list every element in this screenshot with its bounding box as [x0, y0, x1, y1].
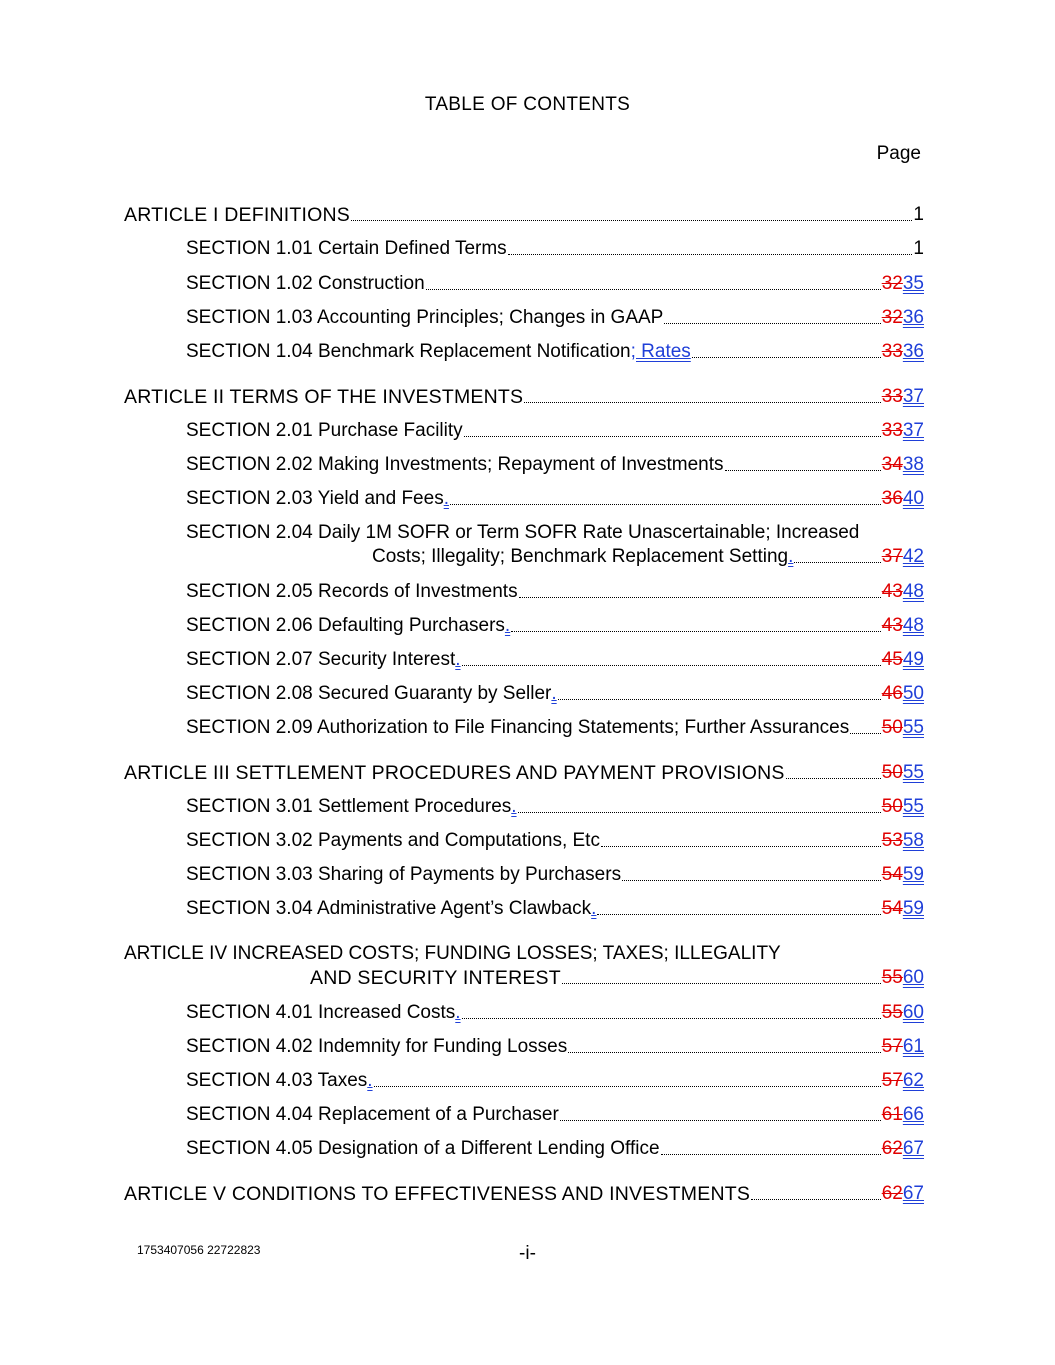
toc-entry-label: SECTION 1.01 Certain Defined Terms	[186, 238, 507, 259]
toc-page-ref	[882, 385, 924, 409]
inserted-page-number: 67	[902, 1138, 924, 1159]
dot-leader	[426, 289, 881, 290]
toc-entry-label: SECTION 2.07 Security Interest	[186, 649, 456, 670]
inserted-text: ; Rates	[630, 341, 691, 362]
deleted-page-number: 50	[881, 717, 903, 738]
deleted-page-number: 57	[881, 1070, 903, 1091]
toc-section-entry[interactable]	[186, 453, 924, 477]
inserted-page-number: 50	[902, 683, 924, 704]
toc-entry-label: SECTION 3.02 Payments and Computations, Etc	[186, 830, 600, 851]
inserted-page-number: 59	[902, 898, 924, 919]
deleted-page-number: 55	[881, 1002, 903, 1023]
dot-leader	[518, 812, 881, 813]
dot-leader	[786, 778, 881, 779]
page-number: -i-	[519, 1243, 536, 1264]
inserted-text: .	[367, 1070, 373, 1091]
toc-page-ref	[882, 829, 924, 853]
deleted-page-number: 53	[881, 830, 903, 851]
toc-entry-label: SECTION 3.04 Administrative Agent’s Clawback	[186, 898, 592, 919]
deleted-page-number: 33	[881, 420, 903, 441]
toc-section-entry[interactable]	[186, 237, 924, 261]
deleted-page-number: 54	[881, 898, 903, 919]
dot-leader	[751, 1199, 881, 1200]
dot-leader	[560, 1120, 881, 1121]
toc-section-entry[interactable]	[186, 272, 924, 296]
dot-leader	[661, 1154, 881, 1155]
toc-page-ref	[882, 761, 924, 785]
toc-page-ref	[882, 453, 924, 477]
toc-page-ref	[882, 1001, 924, 1025]
toc-section-entry[interactable]	[186, 521, 924, 569]
toc-entry-label: SECTION 2.06 Defaulting Purchasers	[186, 615, 505, 636]
inserted-text: .	[504, 615, 511, 636]
toc-page-ref	[882, 419, 924, 443]
deleted-page-number: 33	[881, 386, 903, 407]
inserted-page-number: 58	[902, 830, 924, 851]
inserted-page-number: 66	[902, 1104, 924, 1125]
inserted-page-number: 62	[902, 1070, 924, 1091]
deleted-page-number: 62	[881, 1138, 903, 1159]
deleted-page-number: 34	[881, 454, 903, 475]
dot-leader	[568, 1052, 880, 1053]
toc-page-ref	[882, 614, 924, 638]
inserted-page-number: 55	[902, 796, 924, 817]
toc-section-entry[interactable]	[186, 863, 924, 887]
deleted-page-number: 32	[881, 307, 903, 328]
toc-article-entry[interactable]	[124, 1182, 924, 1206]
dot-leader	[622, 880, 881, 881]
toc-page-ref	[882, 863, 924, 887]
deleted-page-number: 45	[881, 649, 903, 670]
toc-section-entry[interactable]	[186, 795, 924, 819]
toc-entry-label: SECTION 2.08 Secured Guaranty by Seller	[186, 683, 552, 704]
dot-leader	[374, 1086, 881, 1087]
inserted-page-number: 42	[902, 546, 924, 567]
inserted-text: .	[455, 649, 461, 670]
toc-entry-label-line1: SECTION 2.04 Daily 1M SOFR or Term SOFR Rate Unascertainable; Increased	[186, 522, 860, 543]
document-id: 1753407056 22722823	[137, 1243, 261, 1257]
toc-page-ref	[882, 1103, 924, 1127]
toc-entry-label: SECTION 4.02 Indemnity for Funding Losses	[186, 1036, 568, 1057]
toc-page-ref	[882, 272, 924, 296]
toc-entry-label: SECTION 3.03 Sharing of Payments by Purchasers	[186, 864, 622, 885]
toc-page-ref	[882, 487, 924, 511]
inserted-page-number: 38	[902, 454, 924, 475]
toc-section-entry[interactable]	[186, 1069, 924, 1093]
deleted-page-number: 36	[881, 488, 903, 509]
inserted-page-number: 37	[902, 420, 924, 441]
toc-page-ref	[882, 648, 924, 672]
toc-entry-label: ARTICLE III SETTLEMENT PROCEDURES AND PAYMENT PROVISIONS	[124, 762, 785, 784]
toc-entry-label: ARTICLE V CONDITIONS TO EFFECTIVENESS AND INVESTMENTS	[124, 1183, 751, 1205]
inserted-page-number: 36	[902, 307, 924, 328]
page-number-ref: 1	[913, 204, 924, 225]
deleted-page-number: 50	[881, 762, 903, 783]
toc-section-entry[interactable]	[186, 897, 924, 921]
toc-section-entry[interactable]	[186, 1137, 924, 1161]
toc-page-ref	[913, 203, 924, 227]
toc-entry-label: SECTION 4.01 Increased Costs	[186, 1002, 456, 1023]
inserted-page-number: 48	[902, 615, 924, 636]
toc-entry-label: AND SECURITY INTEREST	[310, 967, 561, 989]
deleted-page-number: 33	[881, 341, 903, 362]
inserted-page-number: 55	[902, 717, 924, 738]
toc-section-entry[interactable]	[186, 419, 924, 443]
toc-entry-label: SECTION 1.03 Accounting Principles; Changes in GAAP	[186, 307, 664, 328]
dot-leader	[351, 220, 912, 221]
toc-entry-label: SECTION 2.05 Records of Investments	[186, 581, 518, 602]
toc-section-entry[interactable]	[186, 716, 924, 740]
toc-article-entry[interactable]	[124, 385, 924, 409]
inserted-page-number: 55	[902, 762, 924, 783]
dot-leader	[519, 597, 881, 598]
dot-leader	[725, 470, 881, 471]
toc-page-ref	[882, 1182, 924, 1206]
toc-page-ref	[882, 716, 924, 740]
deleted-page-number: 37	[881, 546, 903, 567]
toc-entry-label: SECTION 4.04 Replacement of a Purchaser	[186, 1104, 559, 1125]
deleted-page-number: 54	[881, 864, 903, 885]
toc-page-ref	[882, 340, 924, 364]
toc-page-ref	[882, 795, 924, 819]
toc-title: TABLE OF CONTENTS	[424, 94, 631, 115]
toc-page-ref	[882, 966, 924, 990]
deleted-page-number: 46	[881, 683, 903, 704]
deleted-page-number: 43	[881, 581, 903, 602]
deleted-page-number: 61	[881, 1104, 903, 1125]
inserted-page-number: 48	[902, 581, 924, 602]
inserted-page-number: 59	[902, 864, 924, 885]
toc-entry-label: SECTION 3.01 Settlement Procedures	[186, 796, 512, 817]
toc-entry-label: Costs; Illegality; Benchmark Replacement Setting	[372, 546, 789, 567]
toc-section-entry[interactable]	[186, 306, 924, 330]
toc-article-entry[interactable]	[124, 761, 924, 785]
inserted-page-number: 35	[902, 273, 924, 294]
deleted-page-number: 32	[881, 273, 903, 294]
deleted-page-number: 62	[881, 1183, 903, 1204]
dot-leader	[524, 402, 880, 403]
toc-entry-label: SECTION 2.01 Purchase Facility	[186, 420, 463, 441]
dot-leader	[462, 665, 881, 666]
toc-page-ref	[882, 1069, 924, 1093]
toc-entry-label: SECTION 4.03 Taxes	[186, 1070, 368, 1091]
inserted-text: .	[551, 683, 557, 704]
inserted-page-number: 49	[902, 649, 924, 670]
toc-page-ref	[882, 580, 924, 604]
toc-page-ref	[882, 1137, 924, 1161]
toc-entry-label: SECTION 1.02 Construction	[186, 273, 425, 294]
dot-leader	[692, 357, 881, 358]
toc-entry-label: ARTICLE I DEFINITIONS	[124, 204, 350, 226]
toc-entry-label: SECTION 2.09 Authorization to File Financing Statements; Further Assurances	[186, 717, 850, 738]
toc-entry-label: SECTION 2.02 Making Investments; Repayment of Investments	[186, 454, 724, 475]
deleted-page-number: 50	[881, 796, 903, 817]
toc-section-entry[interactable]	[186, 614, 924, 638]
toc-article-entry[interactable]	[124, 203, 924, 227]
deleted-page-number: 57	[881, 1036, 903, 1057]
toc-section-entry[interactable]	[186, 829, 924, 853]
page-number-ref: 1	[913, 238, 924, 259]
toc-section-entry[interactable]	[186, 1001, 924, 1025]
inserted-text: .	[591, 898, 597, 919]
toc-section-entry[interactable]	[186, 487, 924, 511]
deleted-page-number: 55	[881, 967, 903, 988]
inserted-text: .	[455, 1002, 461, 1023]
inserted-text: .	[511, 796, 517, 817]
dot-leader	[558, 699, 881, 700]
inserted-text: .	[443, 488, 449, 509]
dot-leader	[601, 846, 881, 847]
toc-section-entry[interactable]	[186, 648, 924, 672]
dot-leader	[450, 504, 881, 505]
dot-leader	[511, 631, 881, 632]
toc-page-ref	[913, 237, 924, 261]
dot-leader	[508, 254, 913, 255]
dot-leader	[597, 914, 880, 915]
toc-section-entry[interactable]	[186, 340, 924, 364]
inserted-page-number: 37	[902, 386, 924, 407]
toc-entry-label: SECTION 2.03 Yield and Fees	[186, 488, 444, 509]
toc-page-ref	[882, 682, 924, 706]
toc-page-ref	[882, 1035, 924, 1059]
inserted-page-number: 67	[902, 1183, 924, 1204]
toc-page-ref	[882, 306, 924, 330]
dot-leader	[850, 733, 881, 734]
inserted-page-number: 36	[902, 341, 924, 362]
toc-page-ref	[882, 897, 924, 921]
toc-entry-label: SECTION 4.05 Designation of a Different Lending Office	[186, 1138, 660, 1159]
toc-section-entry[interactable]	[186, 682, 924, 706]
dot-leader	[462, 1018, 881, 1019]
inserted-page-number: 61	[902, 1036, 924, 1057]
dot-leader	[794, 562, 880, 563]
dot-leader	[664, 323, 880, 324]
inserted-text: .	[788, 546, 794, 567]
deleted-page-number: 43	[881, 615, 903, 636]
toc-entry-label-line1: ARTICLE IV INCREASED COSTS; FUNDING LOSSES; TAXES; ILLEGALITY	[124, 943, 781, 964]
toc-page-ref	[882, 545, 924, 569]
inserted-page-number: 60	[902, 967, 924, 988]
toc-article-entry[interactable]	[124, 942, 924, 990]
dot-leader	[562, 983, 881, 984]
inserted-page-number: 60	[902, 1002, 924, 1023]
toc-entry-label: ARTICLE II TERMS OF THE INVESTMENTS	[124, 386, 524, 408]
toc-entry-label: SECTION 1.04 Benchmark Replacement Notification	[186, 341, 631, 362]
dot-leader	[464, 436, 881, 437]
page-column-header: Page	[876, 143, 921, 164]
inserted-page-number: 40	[902, 488, 924, 509]
toc-section-entry[interactable]	[186, 580, 924, 604]
toc-section-entry[interactable]	[186, 1103, 924, 1127]
toc-section-entry[interactable]	[186, 1035, 924, 1059]
